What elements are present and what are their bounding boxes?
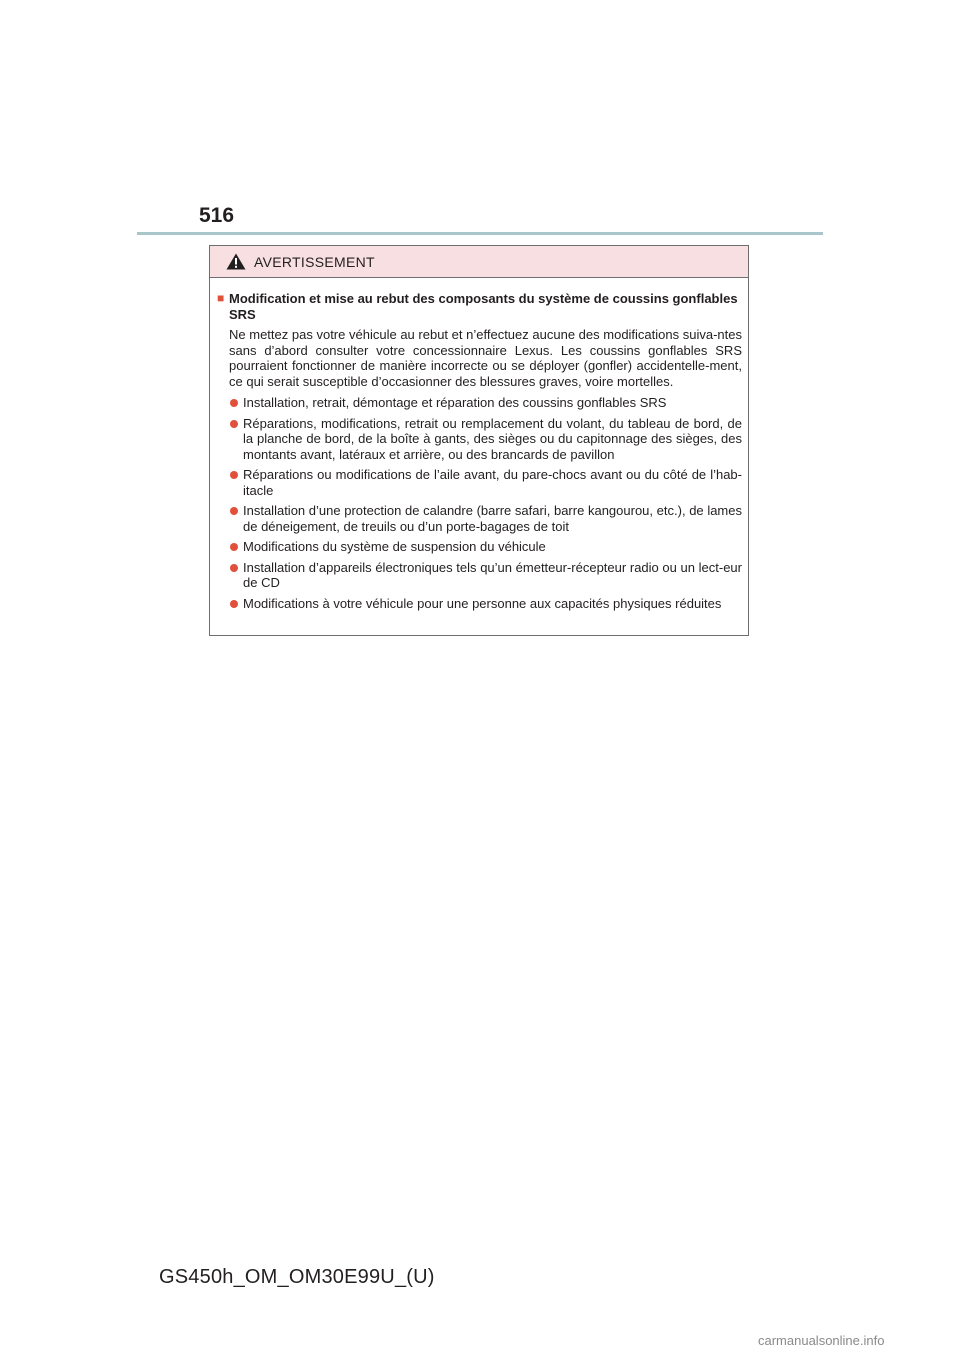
- warning-header: [210, 246, 748, 278]
- section-heading: [217, 291, 742, 322]
- warning-box: [209, 245, 749, 636]
- list-item-text: Installation d’appareils électroniques tels qu’un émetteur-récepteur radio ou un lect-eur de CD: [243, 559, 742, 590]
- footer-document-code: GS450h_OM_OM30E99U_(U): [159, 1266, 435, 1288]
- list-item: [217, 395, 742, 411]
- section-intro: Ne mettez pas votre véhicule au rebut et n’effectuez aucune des modifications suiva-ntes sans d’abord consulter votre concessionnaire Lexus. Les coussins gonflables SRS pourraient fonctionner de manière incorrecte ou se déployer (gonfler) accidentelle-ment, ce qui serait susceptible d’occasionner des blessures graves, voire mortelles.: [229, 327, 742, 389]
- list-item: [217, 467, 742, 498]
- warning-triangle-icon: [226, 253, 246, 270]
- list-item-text: Installation, retrait, démontage et réparation des coussins gonflables SRS: [243, 395, 667, 410]
- list-item: [217, 596, 742, 612]
- bullet-dot-icon: [230, 543, 238, 551]
- list-item-text: Réparations, modifications, retrait ou remplacement du volant, du tableau de bord, de la planche de bord, de la boîte à gants, des sièges ou du capitonnage des sièges, des montants avant, latéraux et arrière, ou des brancards de pavillon: [243, 415, 742, 462]
- bullet-dot-icon: [230, 399, 238, 407]
- list-item: [217, 560, 742, 591]
- bullet-dot-icon: [230, 507, 238, 515]
- page-number: 516: [199, 204, 235, 227]
- bullet-dot-icon: [230, 600, 238, 608]
- bullet-dot-icon: [230, 564, 238, 572]
- list-item-text: Réparations ou modifications de l’aile avant, du pare-chocs avant ou du côté de l’hab-itacle: [243, 467, 742, 498]
- list-item: [217, 503, 742, 534]
- bullet-dot-icon: [230, 471, 238, 479]
- list-item: [217, 416, 742, 463]
- warning-title: AVERTISSEMENT: [254, 253, 375, 270]
- watermark: carmanualsonline.info: [758, 1333, 885, 1348]
- section-heading-text: Modification et mise au rebut des composants du système de coussins gonflables SRS: [229, 291, 738, 322]
- warning-body: [210, 278, 748, 611]
- header-rule: [137, 232, 823, 235]
- list-item: [217, 539, 742, 555]
- list-item-text: Modifications du système de suspension du véhicule: [243, 539, 546, 554]
- square-bullet-icon: ■: [217, 291, 225, 305]
- list-item-text: Modifications à votre véhicule pour une personne aux capacités physiques réduites: [243, 595, 722, 611]
- list-item-text: Installation d’une protection de calandre (barre safari, barre kangourou, etc.), de lames de déneigement, de treuils ou d’un porte-bagages de toit: [243, 503, 742, 534]
- bullet-list: [217, 395, 742, 611]
- bullet-dot-icon: [230, 420, 238, 428]
